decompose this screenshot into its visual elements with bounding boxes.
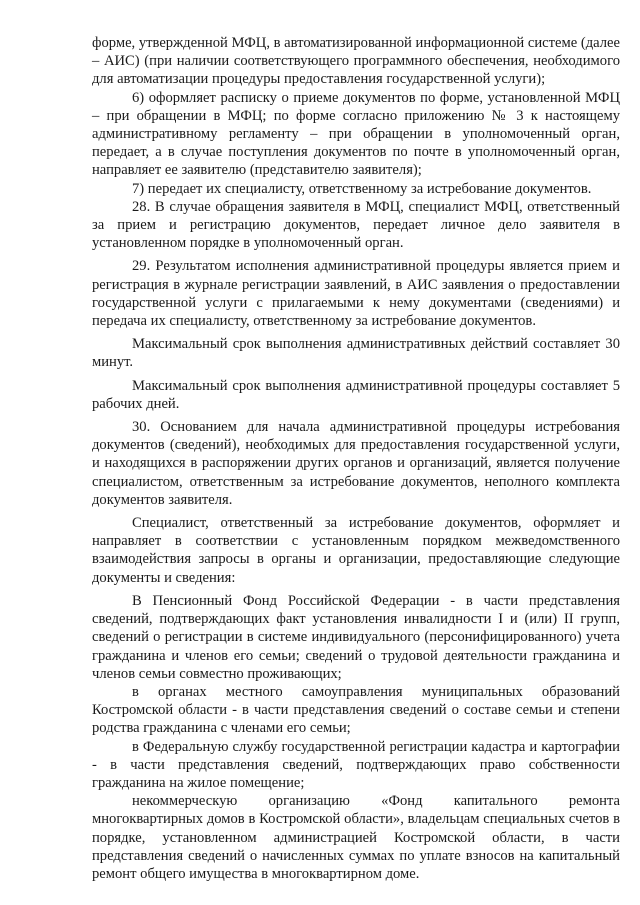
paragraph-max-actions-time: Максимальный срок выполнения административных действий составляет 30 минут. (92, 336, 620, 371)
paragraph-item-7-transfer: 7) передает их специалисту, ответственному за истребование документов. (132, 180, 592, 197)
paragraph-local-government: в органах местного самоуправления муниципальных образований Костромской области - в части представления сведений о составе семьи и степени родства гражданина с членами его семьи; (92, 683, 620, 737)
paragraph-specialist-requests: Специалист, ответственный за истребование документов, оформляет и направляет в соответствии с установленным порядком межведомственного взаимодействия запросы в органы и организации, предоставляющие следующие документы и сведения: (92, 515, 620, 586)
paragraph-repair-fund: некоммерческую организацию «Фонд капитального ремонта многоквартирных домов в Костромской области», владельцам специальных счетов в порядке, установленном администрацией Костромской области, в части представления сведений о начисленных суммах по уплате взносов на капитальный ремонт общего имущества в многоквартирном доме. (92, 793, 620, 882)
paragraph-pension-fund: В Пенсионный Фонд Российской Федерации - в части представления сведений, подтверждающих факт установления инвалидности I и (или) II групп, сведений о регистрации в системе индивидуального (персонифицированного) учета гражданина и членов его семьи; сведений о трудовой деятельности гражданина и членов семьи совместно проживающих; (92, 592, 620, 682)
paragraph-rosreestr: в Федеральную службу государственной регистрации кадастра и картографии - в части представления сведений, подтверждающих право собственности гражданина на жилое помещение; (92, 738, 620, 791)
paragraph-max-procedure-time: Максимальный срок выполнения административной процедуры составляет 5 рабочих дней. (92, 377, 620, 412)
paragraph-29-result: 29. Результатом исполнения административной процедуры является прием и регистрация в журнале регистрации заявлений, в АИС заявления о предоставлении государственной услуги с прилагаемыми к нему документами (сведениями) и передача их специалисту, ответственному за истребование документов. (92, 258, 620, 330)
paragraph-30-basis: 30. Основанием для начала административной процедуры истребования документов (сведений), необходимых для предоставления государственной услуги, и находящихся в распоряжении других органов и организаций, является получение специалистом, ответственным за истребование документов, неполного комплекта документов заявителя. (92, 419, 620, 508)
paragraph-item-6-receipt: 6) оформляет расписку о приеме документов по форме, установленной МФЦ – при обращении в МФЦ; по форме согласно приложению № 3 к настоящему административному регламенту – при обращении в уполномоченный орган, передает, а в случае поступления документов по почте в уполномоченный орган, направляет ее заявителю (представителю заявителя); (92, 89, 620, 179)
paragraph-continuation-ais: форме, утвержденной МФЦ, в автоматизированной информационной системе (далее – АИС) (при наличии соответствующего программного обеспечения, необходимого для автоматизации процедуры предоставления государственной услуги); (92, 35, 620, 88)
paragraph-28-mfc: 28. В случае обращения заявителя в МФЦ, специалист МФЦ, ответственный за прием и регистрацию документов, передает личное дело заявителя в установленном порядке в уполномоченный орган. (92, 198, 620, 252)
